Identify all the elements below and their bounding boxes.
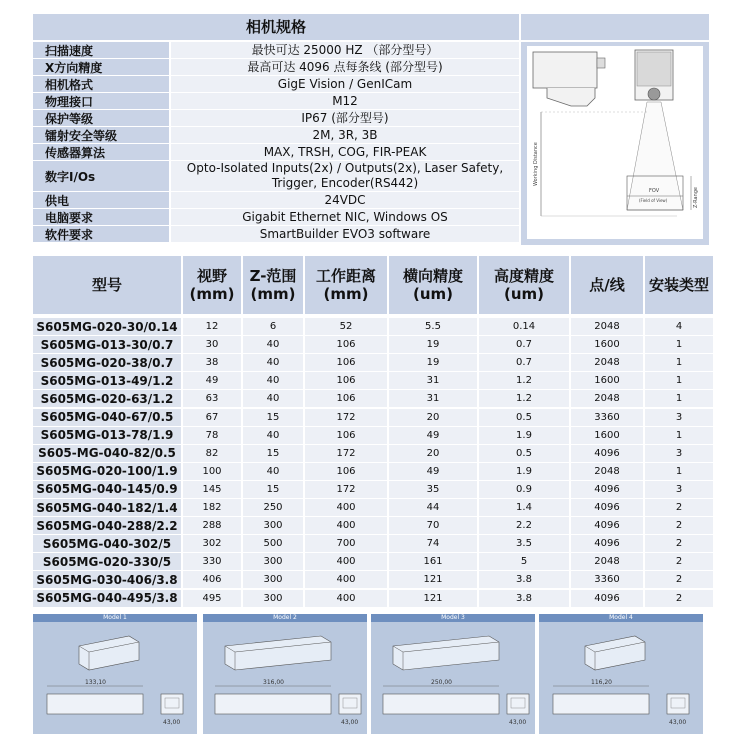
table-cell: 2 bbox=[645, 499, 713, 516]
camera-field-of-view-diagram bbox=[527, 46, 703, 239]
table-cell: 40 bbox=[243, 463, 303, 480]
table-cell: 400 bbox=[305, 590, 387, 607]
model-drawing-title: Model 4 bbox=[539, 614, 703, 622]
table-row bbox=[33, 571, 713, 588]
table-cell: 3.8 bbox=[479, 571, 569, 588]
column-header: 横向精度 (um) bbox=[389, 256, 477, 314]
spec-row bbox=[33, 76, 519, 92]
table-row bbox=[33, 427, 713, 444]
table-cell: 0.5 bbox=[479, 409, 569, 426]
table-cell: 40 bbox=[243, 427, 303, 444]
table-cell: 121 bbox=[389, 590, 477, 607]
column-header: 视野 (mm) bbox=[183, 256, 241, 314]
table-cell: 3360 bbox=[571, 571, 643, 588]
model-drawing bbox=[371, 622, 535, 734]
model-name-cell: S605MG-013-30/0.7 bbox=[33, 336, 181, 353]
spec-label: 传感器算法 bbox=[33, 144, 169, 160]
table-cell: 100 bbox=[183, 463, 241, 480]
table-cell: 2 bbox=[645, 590, 713, 607]
spec-row bbox=[33, 110, 519, 126]
fov-label: FOV bbox=[649, 188, 660, 194]
table-cell: 74 bbox=[389, 535, 477, 552]
model-drawing-panel bbox=[33, 614, 197, 734]
table-cell: 6 bbox=[243, 318, 303, 335]
table-cell: 1.9 bbox=[479, 427, 569, 444]
table-cell: 40 bbox=[243, 390, 303, 407]
table-cell: 106 bbox=[305, 336, 387, 353]
table-cell: 300 bbox=[243, 553, 303, 570]
spec-row bbox=[33, 93, 519, 109]
models-header bbox=[33, 256, 713, 314]
table-cell: 400 bbox=[305, 517, 387, 534]
table-cell: 15 bbox=[243, 481, 303, 498]
table-cell: 400 bbox=[305, 553, 387, 570]
table-cell: 3 bbox=[645, 481, 713, 498]
table-cell: 300 bbox=[243, 590, 303, 607]
spec-row bbox=[33, 42, 519, 58]
table-cell: 5.5 bbox=[389, 318, 477, 335]
model-drawing bbox=[33, 622, 197, 734]
model-drawing-title: Model 3 bbox=[371, 614, 535, 622]
table-cell: 20 bbox=[389, 445, 477, 462]
table-cell: 0.9 bbox=[479, 481, 569, 498]
table-cell: 1.4 bbox=[479, 499, 569, 516]
table-cell: 106 bbox=[305, 463, 387, 480]
table-cell: 63 bbox=[183, 390, 241, 407]
table-cell: 2 bbox=[645, 535, 713, 552]
table-cell: 1 bbox=[645, 336, 713, 353]
table-cell: 302 bbox=[183, 535, 241, 552]
table-cell: 106 bbox=[305, 372, 387, 389]
table-cell: 40 bbox=[243, 372, 303, 389]
table-cell: 161 bbox=[389, 553, 477, 570]
dimension-length-label: 133,10 bbox=[85, 679, 106, 686]
table-cell: 172 bbox=[305, 409, 387, 426]
spec-row bbox=[33, 161, 519, 191]
spec-label: 相机格式 bbox=[33, 76, 169, 92]
table-cell: 1 bbox=[645, 427, 713, 444]
table-cell: 106 bbox=[305, 427, 387, 444]
spec-value: 最高可达 4096 点每条线 (部分型号) bbox=[171, 59, 519, 75]
spec-value: MAX, TRSH, COG, FIR-PEAK bbox=[171, 144, 519, 160]
table-cell: 4096 bbox=[571, 499, 643, 516]
model-name-cell: S605-MG-040-82/0.5 bbox=[33, 445, 181, 462]
table-cell: 40 bbox=[243, 336, 303, 353]
spec-value: 最快可达 25000 HZ （部分型号） bbox=[171, 42, 519, 58]
column-header: 工作距离 (mm) bbox=[305, 256, 387, 314]
table-cell: 82 bbox=[183, 445, 241, 462]
table-cell: 78 bbox=[183, 427, 241, 444]
table-cell: 4096 bbox=[571, 445, 643, 462]
spec-row bbox=[33, 127, 519, 143]
table-cell: 0.5 bbox=[479, 445, 569, 462]
table-cell: 67 bbox=[183, 409, 241, 426]
table-cell: 0.14 bbox=[479, 318, 569, 335]
table-row bbox=[33, 354, 713, 371]
model-drawings bbox=[33, 614, 709, 734]
model-name-cell: S605MG-040-67/0.5 bbox=[33, 409, 181, 426]
table-cell: 400 bbox=[305, 571, 387, 588]
spec-row bbox=[33, 192, 519, 208]
table-cell: 1600 bbox=[571, 427, 643, 444]
dimension-width-label: 43,00 bbox=[163, 719, 181, 726]
dimension-width-label: 43,00 bbox=[341, 719, 359, 726]
table-row bbox=[33, 445, 713, 462]
table-cell: 12 bbox=[183, 318, 241, 335]
table-cell: 44 bbox=[389, 499, 477, 516]
spec-row bbox=[33, 59, 519, 75]
table-row bbox=[33, 481, 713, 498]
table-cell: 5 bbox=[479, 553, 569, 570]
table-cell: 70 bbox=[389, 517, 477, 534]
table-cell: 38 bbox=[183, 354, 241, 371]
model-name-cell: S605MG-013-78/1.9 bbox=[33, 427, 181, 444]
table-cell: 145 bbox=[183, 481, 241, 498]
model-name-cell: S605MG-040-288/2.2 bbox=[33, 517, 181, 534]
table-cell: 3.8 bbox=[479, 590, 569, 607]
table-cell: 3 bbox=[645, 445, 713, 462]
table-cell: 1.2 bbox=[479, 390, 569, 407]
model-name-cell: S605MG-040-302/5 bbox=[33, 535, 181, 552]
table-cell: 4096 bbox=[571, 481, 643, 498]
model-name-cell: S605MG-020-330/5 bbox=[33, 553, 181, 570]
column-header: 安装类型 bbox=[645, 256, 713, 314]
model-name-cell: S605MG-020-30/0.14 bbox=[33, 318, 181, 335]
table-row bbox=[33, 409, 713, 426]
table-cell: 300 bbox=[243, 517, 303, 534]
model-drawing-title: Model 2 bbox=[203, 614, 367, 622]
table-cell: 250 bbox=[243, 499, 303, 516]
model-drawing-panel bbox=[371, 614, 535, 734]
table-cell: 4096 bbox=[571, 590, 643, 607]
table-cell: 35 bbox=[389, 481, 477, 498]
table-cell: 1 bbox=[645, 354, 713, 371]
model-name-cell: S605MG-013-49/1.2 bbox=[33, 372, 181, 389]
table-cell: 106 bbox=[305, 390, 387, 407]
table-cell: 3 bbox=[645, 409, 713, 426]
table-cell: 52 bbox=[305, 318, 387, 335]
table-cell: 3.5 bbox=[479, 535, 569, 552]
model-drawing bbox=[203, 622, 367, 734]
table-cell: 30 bbox=[183, 336, 241, 353]
table-cell: 20 bbox=[389, 409, 477, 426]
model-name-cell: S605MG-030-406/3.8 bbox=[33, 571, 181, 588]
spec-row bbox=[33, 144, 519, 160]
model-name-cell: S605MG-040-495/3.8 bbox=[33, 590, 181, 607]
model-name-cell: S605MG-040-145/0.9 bbox=[33, 481, 181, 498]
model-name-cell: S605MG-020-38/0.7 bbox=[33, 354, 181, 371]
fov-sub-label: (Field of View) bbox=[639, 198, 668, 203]
dimension-width-label: 43,00 bbox=[669, 719, 687, 726]
model-drawing-title: Model 1 bbox=[33, 614, 197, 622]
table-cell: 31 bbox=[389, 390, 477, 407]
dimension-length-label: 116,20 bbox=[591, 679, 612, 686]
spec-value: SmartBuilder EVO3 software bbox=[171, 226, 519, 242]
table-cell: 2.2 bbox=[479, 517, 569, 534]
table-cell: 2048 bbox=[571, 463, 643, 480]
spec-value: M12 bbox=[171, 93, 519, 109]
dimension-length-label: 316,00 bbox=[263, 679, 284, 686]
table-cell: 2048 bbox=[571, 318, 643, 335]
spec-value: Gigabit Ethernet NIC, Windows OS bbox=[171, 209, 519, 225]
table-cell: 172 bbox=[305, 445, 387, 462]
model-drawing-panel bbox=[539, 614, 703, 734]
table-row bbox=[33, 499, 713, 516]
spec-title-filler bbox=[521, 14, 709, 40]
table-cell: 15 bbox=[243, 445, 303, 462]
spec-label: 软件要求 bbox=[33, 226, 169, 242]
spec-value: GigE Vision / GenICam bbox=[171, 76, 519, 92]
table-cell: 49 bbox=[389, 427, 477, 444]
table-cell: 2 bbox=[645, 571, 713, 588]
table-cell: 1.2 bbox=[479, 372, 569, 389]
table-row bbox=[33, 517, 713, 534]
spec-label: 扫描速度 bbox=[33, 42, 169, 58]
table-cell: 4096 bbox=[571, 517, 643, 534]
table-cell: 1 bbox=[645, 372, 713, 389]
table-cell: 172 bbox=[305, 481, 387, 498]
table-row bbox=[33, 463, 713, 480]
table-row bbox=[33, 372, 713, 389]
table-cell: 330 bbox=[183, 553, 241, 570]
spec-row bbox=[33, 226, 519, 242]
table-cell: 182 bbox=[183, 499, 241, 516]
column-header: 型号 bbox=[33, 256, 181, 314]
table-row bbox=[33, 553, 713, 570]
column-header: 高度精度 (um) bbox=[479, 256, 569, 314]
table-cell: 288 bbox=[183, 517, 241, 534]
spec-label: 电脑要求 bbox=[33, 209, 169, 225]
table-cell: 495 bbox=[183, 590, 241, 607]
table-cell: 700 bbox=[305, 535, 387, 552]
table-cell: 49 bbox=[389, 463, 477, 480]
spec-row bbox=[33, 209, 519, 225]
table-row bbox=[33, 318, 713, 335]
table-cell: 121 bbox=[389, 571, 477, 588]
table-cell: 2048 bbox=[571, 390, 643, 407]
table-cell: 3360 bbox=[571, 409, 643, 426]
table-cell: 106 bbox=[305, 354, 387, 371]
table-cell: 19 bbox=[389, 336, 477, 353]
table-cell: 1 bbox=[645, 463, 713, 480]
spec-label: 镭射安全等级 bbox=[33, 127, 169, 143]
spec-label: 供电 bbox=[33, 192, 169, 208]
model-name-cell: S605MG-040-182/1.4 bbox=[33, 499, 181, 516]
table-row bbox=[33, 590, 713, 607]
model-name-cell: S605MG-020-100/1.9 bbox=[33, 463, 181, 480]
table-cell: 2 bbox=[645, 517, 713, 534]
spec-label: 数字I/Os bbox=[33, 161, 169, 191]
table-cell: 400 bbox=[305, 499, 387, 516]
spec-label: X方向精度 bbox=[33, 59, 169, 75]
table-cell: 1600 bbox=[571, 336, 643, 353]
spec-label: 物理接口 bbox=[33, 93, 169, 109]
spec-value: 24VDC bbox=[171, 192, 519, 208]
model-name-cell: S605MG-020-63/1.2 bbox=[33, 390, 181, 407]
table-cell: 1 bbox=[645, 390, 713, 407]
model-drawing bbox=[539, 622, 703, 734]
table-cell: 1600 bbox=[571, 372, 643, 389]
dimension-width-label: 43,00 bbox=[509, 719, 527, 726]
table-cell: 300 bbox=[243, 571, 303, 588]
table-cell: 4096 bbox=[571, 535, 643, 552]
spec-value: IP67 (部分型号) bbox=[171, 110, 519, 126]
table-row bbox=[33, 390, 713, 407]
table-cell: 406 bbox=[183, 571, 241, 588]
table-cell: 19 bbox=[389, 354, 477, 371]
table-cell: 31 bbox=[389, 372, 477, 389]
table-row bbox=[33, 535, 713, 552]
table-cell: 2048 bbox=[571, 354, 643, 371]
spec-table bbox=[33, 14, 709, 245]
table-cell: 2048 bbox=[571, 553, 643, 570]
table-cell: 2 bbox=[645, 553, 713, 570]
spec-title: 相机规格 bbox=[33, 14, 519, 40]
camera-diagram bbox=[521, 42, 709, 245]
table-cell: 1.9 bbox=[479, 463, 569, 480]
table-cell: 40 bbox=[243, 354, 303, 371]
table-cell: 0.7 bbox=[479, 336, 569, 353]
dimension-length-label: 250,00 bbox=[431, 679, 452, 686]
column-header: 点/线 bbox=[571, 256, 643, 314]
spec-value: Opto-Isolated Inputs(2x) / Outputs(2x), Laser Safety, Trigger, Encoder(RS442) bbox=[171, 161, 519, 191]
table-cell: 49 bbox=[183, 372, 241, 389]
table-cell: 0.7 bbox=[479, 354, 569, 371]
table-cell: 4 bbox=[645, 318, 713, 335]
table-cell: 15 bbox=[243, 409, 303, 426]
working-distance-label: Working Distance bbox=[533, 142, 539, 186]
spec-value: 2M, 3R, 3B bbox=[171, 127, 519, 143]
table-cell: 500 bbox=[243, 535, 303, 552]
column-header: Z-范围 (mm) bbox=[243, 256, 303, 314]
table-row bbox=[33, 336, 713, 353]
z-range-label: Z-Range bbox=[693, 187, 699, 208]
spec-label: 保护等级 bbox=[33, 110, 169, 126]
model-drawing-panel bbox=[203, 614, 367, 734]
